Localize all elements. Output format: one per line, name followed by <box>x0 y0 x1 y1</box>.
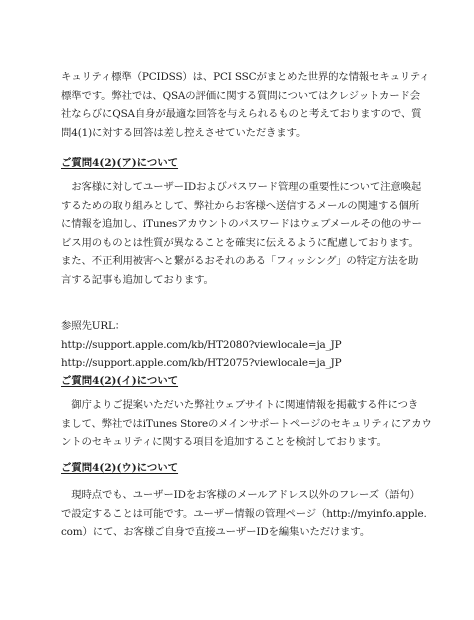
text-line: ントのセキュリティに関する項目を追加することを検討しております。 <box>61 436 387 449</box>
section-a-paragraph <box>61 178 422 290</box>
text-line: 現時点でも、ユーザーIDをお客様のメールアドレス以外のフレーズ（語句） <box>61 489 420 501</box>
reference-urls <box>61 317 413 373</box>
text-line: 御庁よりご提案いただいた弊社ウェブサイトに関連情報を掲載する件につき <box>61 399 419 411</box>
reference-url-link[interactable]: http://support.apple.com/kb/HT2080?viewlocale=ja_JP <box>61 338 342 351</box>
intro-paragraph <box>61 68 430 142</box>
section-i-paragraph <box>61 396 432 452</box>
text-line: 標準です。弊社では、QSAの評価に関する質問についてはクレジットカード会 <box>61 89 421 102</box>
text-line: に情報を追加し、iTunesアカウントのパスワードはウェブメールその他のサー <box>61 218 422 231</box>
reference-url-link[interactable]: http://support.apple.com/kb/HT2075?viewlocale=ja_JP <box>61 357 342 370</box>
text-line: キュリティ標準（PCIDSS）は、PCI SSCがまとめた世界的な情報セキュリティ <box>61 71 430 83</box>
text-line: 問4(1)に対する回答は差し控えさせていただきます。 <box>61 126 307 139</box>
reference-label: 参照先URL： <box>61 320 125 332</box>
section-u-heading: ご質問4(2)(ウ)について <box>61 462 179 474</box>
text-line: で設定することは可能です。ユーザー情報の管理ページ（http://myinfo.apple. <box>61 507 427 520</box>
text-line: com）にて、お客様ご自身で直接ユーザーIDを編集いただけます。 <box>61 526 371 539</box>
text-line: まして、弊社ではiTunes Storeのメインサポートページのセキュリティにアカウ <box>61 417 432 430</box>
text-line: するための取り組みとして、弊社からお客様へ送信するメールの関連する個所 <box>61 199 420 212</box>
text-line: 言する記事も追加しております。 <box>61 273 214 286</box>
text-line: また、不正利用被害へと繋がるおそれのある「フィッシング」の特定方法を助 <box>61 255 419 268</box>
section-u-paragraph <box>61 486 427 542</box>
section-a-heading: ご質問4(2)(ア)について <box>61 157 179 169</box>
text-line: 社ならびにQSA自身が最適な回答を与えられるものと考えておりますので、質 <box>61 108 422 121</box>
text-line: お客様に対してユーザーIDおよびパスワード管理の重要性について注意喚起 <box>61 181 422 193</box>
section-i-heading: ご質問4(2)(イ)について <box>61 375 179 387</box>
text-line: ビス用のものとは性質が異なることを確実に伝えるように配慮しております。 <box>61 236 419 249</box>
